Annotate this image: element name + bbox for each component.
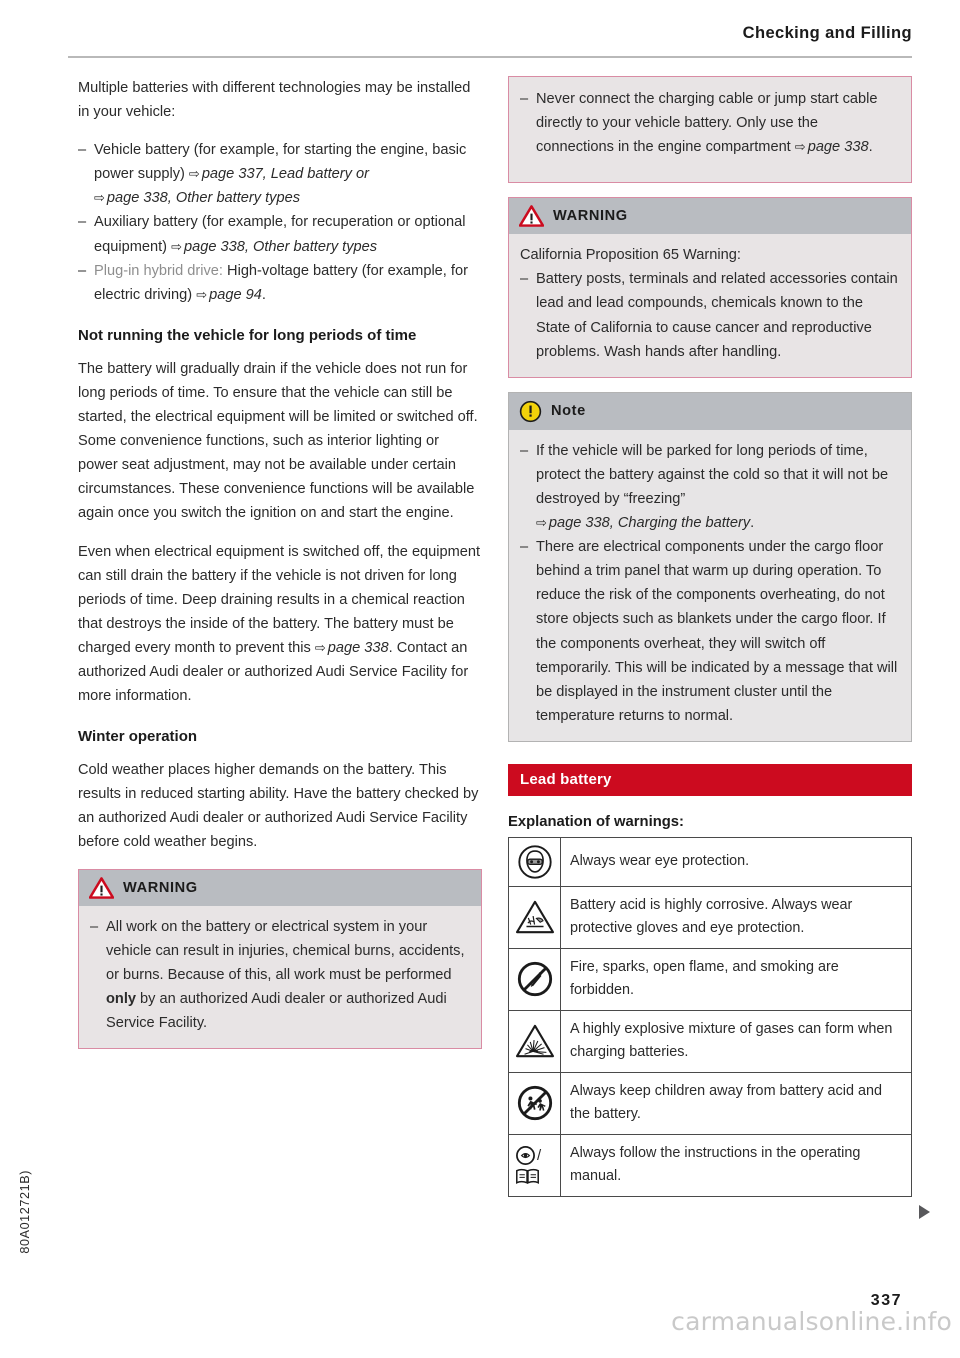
page-reference[interactable]: ⇨ page 338 — [315, 640, 389, 656]
page-reference[interactable]: ⇨ page 337, Lead battery — [189, 166, 352, 182]
table-cell-text: Fire, sparks, open flame, and smoking are forbidden. — [561, 948, 912, 1010]
note-box-battery — [508, 392, 912, 742]
battery-types-list — [78, 138, 482, 307]
page-reference[interactable]: ⇨ page 338, Charging the battery — [536, 515, 750, 531]
watermark: carmanualsonline.info — [671, 1307, 952, 1336]
eye-protection-icon — [509, 837, 561, 886]
list-item: – There are electrical components under the cargo floor behind a trim panel that warm up during operation. To reduce the risk of the components overheating, do not store objects such as blankets under the cargo floor. If the components overheat, they will switch off temporarily. This will be indicated by a message that will be displayed in the instrument cluster until the temperature returns to normal. — [520, 535, 898, 728]
warning-box-header — [509, 198, 911, 234]
paragraph-even-when-switched-off: Even when electrical equipment is switched off, the equipment can still drain the battery if the vehicle is not driven for long periods of time. Deep draining results in a chemical reaction that destroys the inside of the battery. The battery must be charged every month to prevent this ⇨ page 338. Contact an authorized Audi dealer or authorized Audi Service Facility for more information. — [78, 540, 482, 709]
list-item: – Battery posts, terminals and related accessories contain lead and lead compounds, chemicals known to the State of California to cause cancer and reproductive problems. Wash hands after handling. — [520, 267, 898, 363]
table-cell-text: Always wear eye protection. — [561, 837, 912, 886]
no-fire-icon — [509, 948, 561, 1010]
warning-label: WARNING — [553, 208, 628, 225]
list-item: – Plug-in hybrid drive: High-voltage battery (for example, for electric driving) ⇨ page 94. — [78, 259, 482, 307]
page-header — [68, 24, 912, 43]
section-bar-lead-battery: Lead battery — [508, 764, 912, 796]
corrosive-acid-icon — [509, 886, 561, 948]
page-reference[interactable]: ⇨ page 338, Other battery types — [171, 239, 377, 255]
warning-box-prop65 — [508, 197, 912, 377]
continued-triangle-icon — [919, 1205, 930, 1219]
no-children-icon — [509, 1072, 561, 1134]
page-reference[interactable]: ⇨ page 338 — [795, 139, 869, 155]
list-item: – Vehicle battery (for example, for starting the engine, basic power supply) ⇨ page 337, Lead battery or ⇨ page 338, Other battery types — [78, 138, 482, 210]
table-row — [509, 1010, 912, 1072]
left-column — [78, 76, 482, 1063]
table-row — [509, 1134, 912, 1196]
table-cell-text: Always follow the instructions in the operating manual. — [561, 1134, 912, 1196]
note-label: Note — [551, 403, 586, 420]
heading-winter-operation: Winter operation — [78, 728, 198, 746]
warning-triangle-icon — [89, 877, 114, 899]
table-row — [509, 1072, 912, 1134]
document-code: 80A012721B) — [18, 1170, 32, 1254]
page-title: Checking and Filling — [742, 24, 912, 42]
table-cell-text: A highly explosive mixture of gases can form when charging batteries. — [561, 1010, 912, 1072]
slash-separator: / — [537, 1146, 542, 1164]
table-cell-text: Battery acid is highly corrosive. Always wear protective gloves and eye protection. — [561, 886, 912, 948]
paragraph-winter-operation: Cold weather places higher demands on the battery. This results in reduced starting ability. Have the battery checked by an authorized Audi dealer or authorized Audi Service Facility before cold weather begins. — [78, 762, 479, 851]
table-row — [509, 837, 912, 886]
right-column — [508, 76, 912, 1197]
read-manual-icon — [509, 1134, 561, 1196]
list-item: – Never connect the charging cable or jump start cable directly to your vehicle battery. Only use the connections in the engine compartment ⇨ page 338. — [520, 87, 898, 159]
table-cell-text: Always keep children away from battery acid and the battery. — [561, 1072, 912, 1134]
open-book-icon — [515, 1167, 540, 1186]
warning-symbols-table — [508, 837, 912, 1197]
warning-box-header — [79, 870, 481, 906]
paragraph-long-periods: The battery will gradually drain if the vehicle does not run for long periods of time. To ensure that the vehicle can still be started, the electrical equipment will be limited or switched off. Some convenience functions, such as interior lighting or power seat adjustment, may not be available under certain circumstances. These convenience functions will be available again once you switch the ignition on and start the engine. — [78, 360, 478, 522]
note-box-body — [509, 430, 911, 741]
header-divider — [68, 56, 912, 58]
page-reference[interactable]: ⇨ page 338, Other battery types — [94, 190, 300, 206]
explosion-icon — [509, 1010, 561, 1072]
table-row — [509, 948, 912, 1010]
intro-paragraph: Multiple batteries with different technologies may be installed in your vehicle: — [78, 80, 471, 121]
page-reference[interactable]: ⇨ page 94 — [196, 287, 262, 303]
note-box-header — [509, 393, 911, 430]
table-row — [509, 886, 912, 948]
note-exclamation-icon — [519, 400, 542, 423]
list-item: – Auxiliary battery (for example, for recuperation or optional equipment) ⇨ page 338, Other battery types — [78, 210, 482, 258]
list-item: – All work on the battery or electrical system in your vehicle can result in injuries, chemical burns, accidents, or burns. Because of this, all work must be performed only by an authorized Audi dealer or authorized Audi Service Facility. — [90, 915, 468, 1035]
explanation-of-warnings-heading: Explanation of warnings: — [508, 813, 684, 830]
heading-not-running-vehicle: Not running the vehicle for long periods of time — [78, 326, 417, 344]
warning-box-body — [509, 234, 911, 376]
prop65-lead-text: California Proposition 65 Warning: — [520, 247, 741, 264]
list-item: – If the vehicle will be parked for long periods of time, protect the battery against the cold so that it will not be destroyed by “freezing” ⇨ page 338, Charging the battery. — [520, 439, 898, 535]
page-number: 337 — [870, 1292, 902, 1309]
read-manual-circle-icon — [515, 1145, 536, 1166]
warning-box-continued-from-previous-page — [508, 76, 912, 183]
warning-triangle-icon — [519, 205, 544, 227]
warning-box-battery-work — [78, 869, 482, 1049]
warning-label: WARNING — [123, 879, 198, 896]
warning-box-body — [79, 906, 481, 1048]
conditional-label: Plug-in hybrid drive: — [94, 262, 223, 279]
